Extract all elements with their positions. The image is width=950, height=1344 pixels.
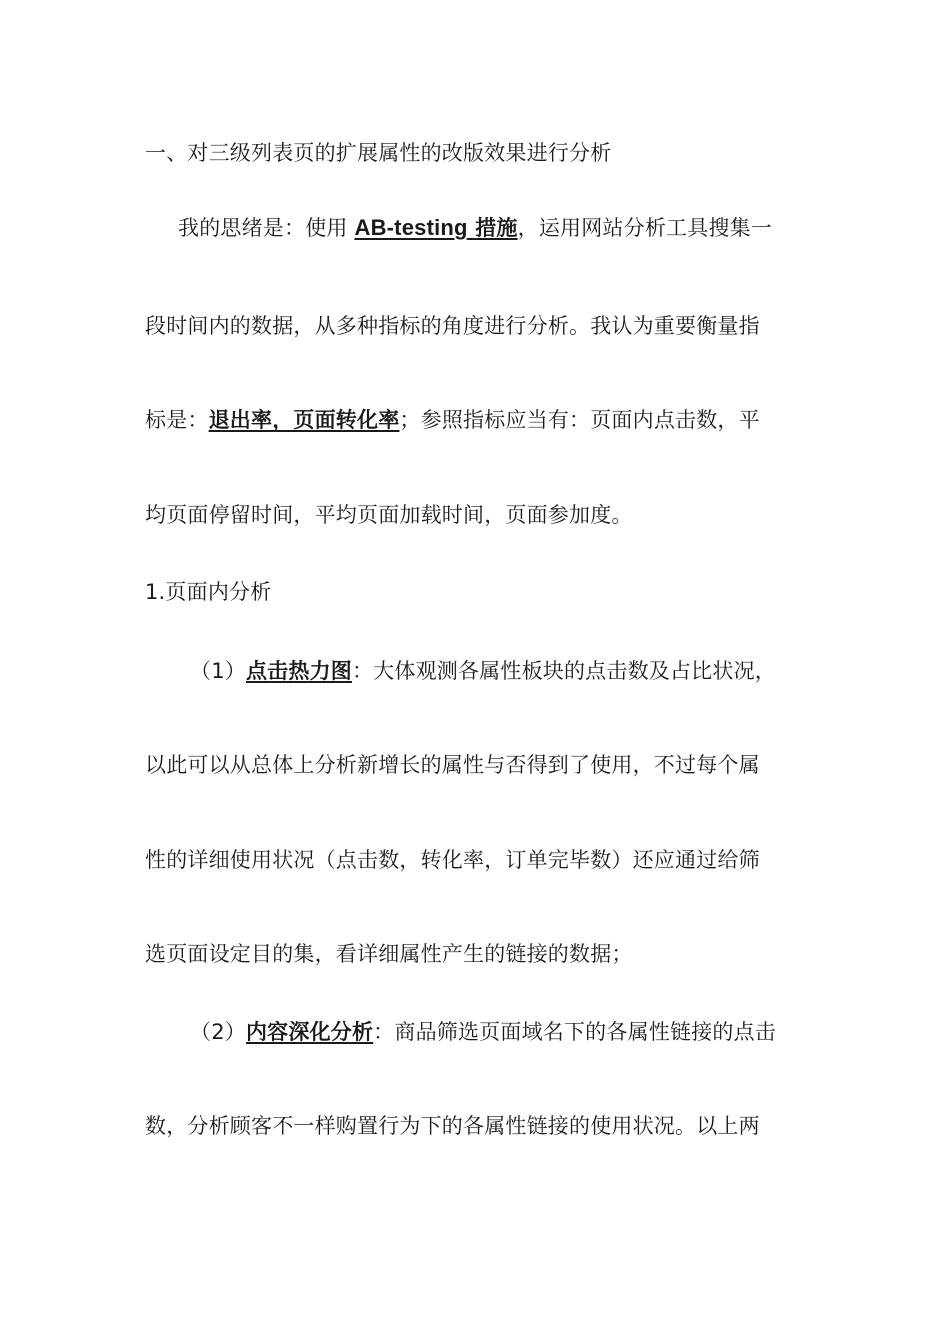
paragraph-1-line-1: 我的思绪是：使用 AB-testing 措施，运用网站分析工具搜集一 bbox=[178, 215, 773, 240]
content-drilldown-term: 内容深化分析 bbox=[245, 1020, 374, 1044]
ab-testing-term: AB-testing 措施 bbox=[354, 215, 518, 240]
paragraph-1-line-4: 均页面停留时间，平均页面加载时间，页面参加度。 bbox=[145, 503, 633, 527]
paragraph-1-line-3: 标是：退出率，页面转化率；参照指标应当有：页面内点击数，平 bbox=[145, 408, 760, 432]
item-1-line-2: 以此可以从总体上分析新增长的属性与否得到了使用，不过每个属 bbox=[145, 753, 760, 777]
section-heading: 一、对三级列表页的扩展属性的改版效果进行分析 bbox=[145, 141, 612, 165]
paragraph-1-line-2: 段时间内的数据，从多种指标的角度进行分析。我认为重要衡量指 bbox=[145, 314, 760, 338]
item-2-line-2: 数，分析顾客不一样购置行为下的各属性链接的使用状况。以上两 bbox=[145, 1114, 760, 1138]
heatmap-term: 点击热力图 bbox=[245, 659, 352, 683]
item-1-line-1: （1）点击热力图：大体观测各属性板块的点击数及占比状况， bbox=[190, 659, 776, 683]
key-metrics-term: 退出率，页面转化率 bbox=[208, 408, 400, 432]
item-1-line-3: 性的详细使用状况（点击数，转化率，订单完毕数）还应通过给筛 bbox=[145, 848, 760, 872]
item-1-line-4: 选页面设定目的集，看详细属性产生的链接的数据； bbox=[145, 942, 633, 966]
section-1-title: 1.页面内分析 bbox=[145, 580, 272, 604]
item-2-line-1: （2）内容深化分析：商品筛选页面域名下的各属性链接的点击 bbox=[190, 1020, 776, 1044]
